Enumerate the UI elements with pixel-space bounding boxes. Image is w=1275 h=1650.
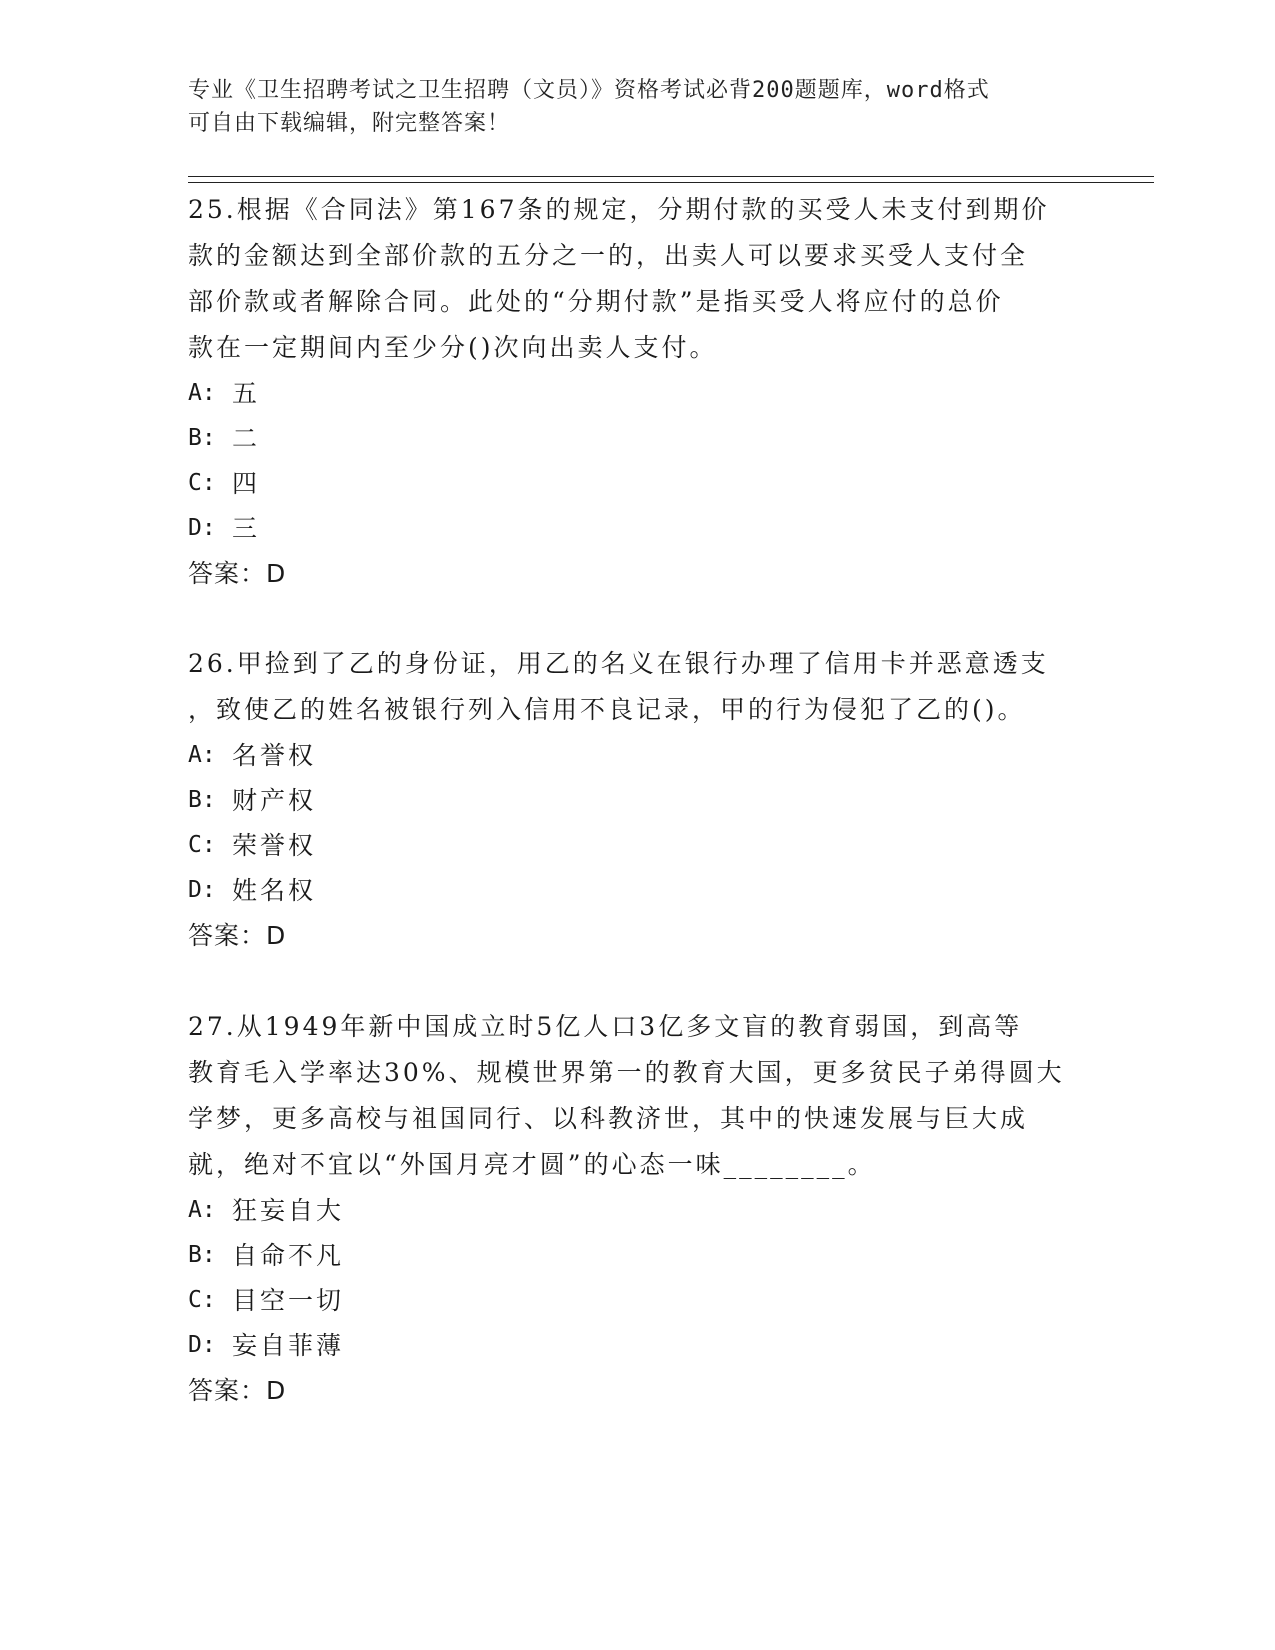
- option-text: 目空一切: [232, 1286, 345, 1315]
- question-stem-line: 款在一定期间内至少分()次向出卖人支付。: [188, 333, 718, 362]
- option-key: B:: [188, 787, 216, 813]
- question-25: [188, 187, 1088, 597]
- option-c: [188, 1278, 1088, 1323]
- header-line-1: 专业《卫生招聘考试之卫生招聘（文员）》资格考试必背200题题库，word格式: [188, 78, 990, 103]
- option-key: C:: [188, 832, 216, 858]
- answer-line: 答案：D: [188, 1376, 287, 1405]
- question-stem-line: 27.从1949年新中国成立时5亿人口3亿多文盲的教育弱国，到高等: [188, 1012, 1023, 1041]
- option-text: 五: [232, 379, 261, 408]
- option-key: A:: [188, 1197, 216, 1223]
- option-a: [188, 1188, 1088, 1233]
- question-stem-line: 部价款或者解除合同。此处的“分期付款”是指买受人将应付的总价: [188, 287, 1004, 316]
- option-text: 二: [232, 424, 261, 453]
- question-stem-line: 25.根据《合同法》第167条的规定，分期付款的买受人未支付到期价: [188, 195, 1050, 224]
- question-stem-line: 26.甲捡到了乙的身份证，用乙的名义在银行办理了信用卡并恶意透支: [188, 649, 1049, 678]
- question-stem-line: 款的金额达到全部价款的五分之一的，出卖人可以要求买受人支付全: [188, 241, 1029, 270]
- option-text: 财产权: [232, 786, 317, 815]
- option-text: 自命不凡: [232, 1241, 345, 1270]
- question-stem-line: 就，绝对不宜以“外国月亮才圆”的心态一味________。: [188, 1150, 876, 1179]
- option-c: [188, 823, 1088, 868]
- question-stem-line: 教育毛入学率达30%、规模世界第一的教育大国，更多贫民子弟得圆大: [188, 1058, 1065, 1087]
- option-key: B:: [188, 1242, 216, 1268]
- option-text: 姓名权: [232, 876, 317, 905]
- option-key: C:: [188, 1287, 216, 1313]
- option-a: [188, 733, 1088, 778]
- header-line-2: 可自由下载编辑，附完整答案！: [188, 111, 511, 136]
- option-text: 三: [232, 514, 261, 543]
- answer-line: 答案：D: [188, 921, 287, 950]
- option-c: [188, 461, 1088, 506]
- answer-line: 答案：D: [188, 559, 287, 588]
- option-text: 四: [232, 469, 261, 498]
- option-a: [188, 371, 1088, 416]
- option-d: [188, 868, 1088, 913]
- header-divider: [188, 176, 1154, 183]
- option-key: B:: [188, 425, 216, 451]
- option-key: A:: [188, 380, 216, 406]
- option-key: D:: [188, 877, 216, 903]
- question-stem-line: ，致使乙的姓名被银行列入信用不良记录，甲的行为侵犯了乙的()。: [188, 695, 1026, 724]
- question-stem-line: 学梦，更多高校与祖国同行、以科教济世，其中的快速发展与巨大成: [188, 1104, 1029, 1133]
- option-key: D:: [188, 515, 216, 541]
- option-b: [188, 416, 1088, 461]
- option-text: 狂妄自大: [232, 1196, 345, 1225]
- option-key: C:: [188, 470, 216, 496]
- option-d: [188, 506, 1088, 551]
- option-text: 荣誉权: [232, 831, 317, 860]
- question-26: [188, 641, 1088, 959]
- document-header: [188, 74, 1068, 140]
- option-text: 名誉权: [232, 741, 317, 770]
- option-d: [188, 1323, 1088, 1368]
- question-27: [188, 1004, 1088, 1414]
- option-text: 妄自菲薄: [232, 1331, 345, 1360]
- option-b: [188, 778, 1088, 823]
- option-key: D:: [188, 1332, 216, 1358]
- option-b: [188, 1233, 1088, 1278]
- option-key: A:: [188, 742, 216, 768]
